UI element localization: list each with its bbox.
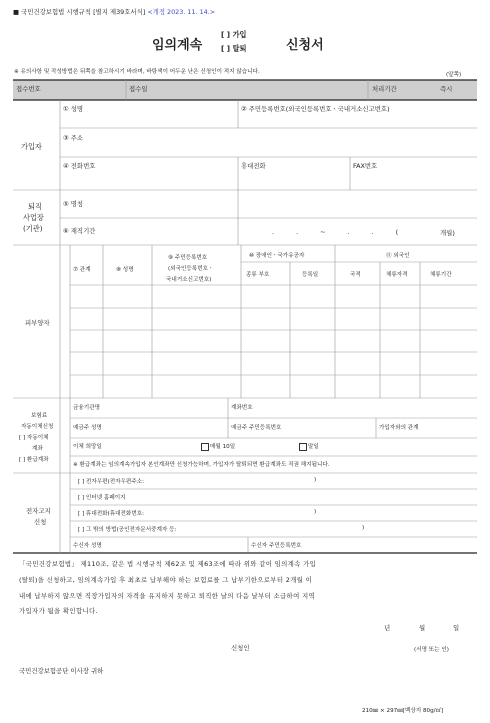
- dependents-col-nationality: 국적: [350, 272, 361, 278]
- workplace-period-field[interactable]: ⑥ 재직기간: [63, 227, 96, 235]
- form-title-suffix: 신청서: [286, 38, 324, 53]
- subscriber-phone-field[interactable]: ④ 전화번호: [63, 162, 96, 170]
- autopay-holder-field[interactable]: 예금주 성명: [73, 425, 102, 431]
- autopay-account-field[interactable]: 계좌번호: [231, 405, 253, 411]
- autopay-auto-option[interactable]: [ ] 자동이체: [19, 435, 49, 441]
- edelivery-recipient-rrn-field[interactable]: 수신자 주민등록번호: [251, 543, 302, 549]
- declaration-line-2: (탈퇴)을 신청하고, 임의계속가입 후 최초로 납부해야 하는 보험료를 그 납부기한으로부터 2개월 이: [19, 576, 313, 584]
- checkbox-icon: [201, 443, 209, 451]
- autopay-relation-field[interactable]: 가입자와의 관계: [379, 425, 419, 431]
- autopay-option-month-end[interactable]: [299, 442, 319, 451]
- edelivery-email-close: ): [314, 477, 317, 483]
- autopay-holder-rrn-field[interactable]: 예금주 주민등록번호: [231, 425, 282, 431]
- edelivery-email-option[interactable]: [ ] 전자우편(전자우편주소:: [78, 479, 145, 485]
- header-bullet: ■: [13, 8, 20, 16]
- edelivery-web-option[interactable]: [ ] 인터넷 홈페이지: [78, 495, 126, 501]
- workplace-name-field[interactable]: ⑤ 명칭: [63, 200, 84, 208]
- edelivery-recipient-name-field[interactable]: 수신자 성명: [73, 543, 102, 549]
- workplace-section-label-1: 퇴직: [28, 202, 42, 211]
- autopay-label-4: 계좌: [32, 446, 43, 452]
- edelivery-other-option[interactable]: [ ] 그 밖의 방법(공인전자문서중계자 등:: [78, 527, 177, 533]
- subscriber-rrn-field[interactable]: ② 주민등록번호(외국인등록번호ㆍ국내거소신고번호): [241, 105, 390, 113]
- dependents-col-disabled-type: 종류 부호: [246, 272, 270, 278]
- dependents-col-disabled: ⑩ 장애인ㆍ국가유공자: [249, 253, 305, 259]
- dependents-col-status: 체류자격: [386, 272, 408, 278]
- dependents-col-rrn-3: 국내거소신고번호): [166, 277, 212, 283]
- front-page-label: (앞쪽): [446, 72, 462, 78]
- subscriber-fax-field[interactable]: FAX번호: [353, 162, 378, 170]
- date-day-label: 일: [453, 624, 460, 632]
- processing-period-value: 즉시: [440, 85, 453, 93]
- dependents-section-label: 피부양자: [25, 319, 50, 327]
- dependents-col-stay: 체류기간: [430, 272, 452, 278]
- subscriber-name-field[interactable]: ① 성명: [63, 105, 84, 113]
- autopay-option-10th[interactable]: [201, 442, 235, 451]
- dependents-col-foreigner: ⑪ 외국인: [386, 253, 410, 259]
- edelivery-other-close: ): [362, 525, 365, 531]
- title-option-leave[interactable]: [ ] 탈퇴: [221, 44, 247, 53]
- checkbox-icon: [299, 443, 307, 451]
- autopay-label-2: 자동이체신청: [21, 424, 54, 430]
- dependents-col-disabled-date: 등록일: [302, 272, 319, 278]
- addressee: 국민건강보험공단 이사장 귀하: [19, 667, 104, 675]
- signature-field[interactable]: (서명 또는 인): [414, 647, 449, 653]
- regulation-header: [13, 7, 215, 16]
- edelivery-label-1: 전자고지: [26, 507, 51, 515]
- title-option-join[interactable]: [ ] 가입: [221, 30, 247, 39]
- autopay-refund-note: ※ 환급계좌는 임의계속가입자 본인계좌만 신청가능하며, 가입자가 탈퇴되면 환급계좌도 직권 해지됩니다.: [73, 462, 330, 468]
- dependents-col-rrn-2: (외국인등록번호ㆍ: [168, 266, 214, 272]
- declaration-line-3: 내에 납부하지 않으면 직장가입자의 자격을 유지하지 못하고 퇴직한 날의 다음 날부터 소급하여 지역: [19, 592, 316, 600]
- autopay-refund-option[interactable]: [ ] 환급계좌: [19, 457, 49, 463]
- autopay-bank-field[interactable]: 금융기관명: [73, 405, 101, 411]
- applicant-label: 신청인: [231, 644, 250, 652]
- dependents-col-name: ⑧ 성명: [116, 267, 134, 273]
- edelivery-mobile-option[interactable]: [ ] 휴대전화(휴대전화번호:: [78, 511, 145, 517]
- regulation-label: 국민건강보험법 시행규칙 [별지 제39호서식]: [21, 8, 146, 16]
- date-month-label: 월: [419, 624, 426, 632]
- workplace-section-label-3: (기관): [23, 224, 43, 233]
- autopay-option-month-end-label: 말일: [308, 444, 319, 450]
- declaration-line-4: 가입자가 됨을 확인합니다.: [19, 607, 98, 615]
- dependents-col-relation: ⑦ 관계: [73, 267, 91, 273]
- workplace-months: 개월): [440, 229, 455, 237]
- declaration-line-1: 「국민건강보험법」 제110조, 같은 법 시행규칙 제62조 및 제63조에 따라 위와 같이 임의계속 가입: [19, 560, 317, 568]
- dependents-col-rrn-1: ⑨ 주민등록번호: [168, 255, 208, 261]
- receipt-date-label: 접수일: [129, 85, 148, 93]
- processing-period-label: 처리기간: [372, 85, 397, 93]
- notice-text: ※ 유의사항 및 작성방법은 뒤쪽을 참고하시기 바라며, 바탕색이 어두운 난은 신청인이 적지 않습니다.: [14, 69, 260, 75]
- autopay-option-10th-label: 매월 10일: [210, 444, 236, 450]
- paper-spec-footer: 210㎜ × 297㎜[백상지 80g/㎡]: [362, 708, 444, 714]
- workplace-section-label-2: 사업장: [23, 213, 44, 222]
- date-year-label: 년: [384, 624, 391, 632]
- subscriber-mobile-field[interactable]: 휴대전화: [241, 162, 266, 170]
- edelivery-mobile-close: ): [314, 509, 317, 515]
- autopay-wish-date-label: 이체 희망일: [73, 444, 102, 450]
- autopay-label-1: 보험료: [31, 413, 48, 419]
- receipt-number-label: 접수번호: [16, 85, 41, 93]
- workplace-period-separator: . . ~ . . (: [272, 228, 399, 236]
- edelivery-label-2: 신청: [34, 518, 47, 526]
- subscriber-section-label: 가입자: [21, 142, 42, 151]
- subscriber-address-field[interactable]: ③ 주소: [63, 134, 84, 142]
- form-title: 임의계속: [152, 38, 203, 53]
- revision-date: <개정 2023. 11. 14.>: [147, 8, 216, 16]
